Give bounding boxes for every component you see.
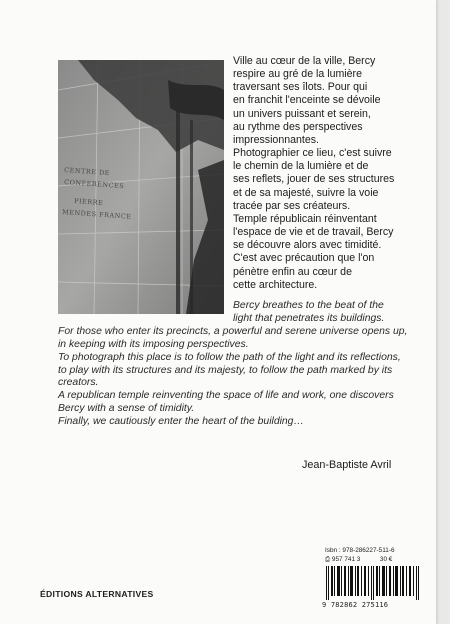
engraving-line: CONFERENCES <box>63 178 125 191</box>
french-line: traversant ses îlots. Pour qui <box>233 81 368 94</box>
english-line: A republican temple reinventing the space of life and work, one discovers <box>58 390 394 402</box>
engraving-line: PIERRE <box>73 197 104 208</box>
isbn-info <box>325 546 395 564</box>
french-line: respire au gré de la lumière <box>233 68 362 81</box>
english-line: For those who enter its precincts, a powerful and serene universe opens up, <box>58 325 408 337</box>
french-line: et de sa majesté, suivre la voie <box>233 186 379 199</box>
french-line: le chemin de la lumière et de <box>233 160 369 173</box>
french-line: l'espace de vie et de travail, Bercy <box>233 226 394 239</box>
english-line: To photograph this place is to follow the path of the light and its reflections, <box>58 351 401 363</box>
french-line: ses reflets, jouer de ses structures <box>233 173 395 186</box>
french-line: cette architecture. <box>233 278 318 291</box>
english-line: light that penetrates its buildings. <box>233 312 385 324</box>
product-code: 957 741 3 <box>331 556 361 563</box>
author-name: Jean-Baptiste Avril <box>302 459 392 471</box>
french-paragraph <box>233 55 423 292</box>
english-line: Bercy with a sense of timidity. <box>58 403 195 415</box>
french-line: Ville au cœur de la ville, Bercy <box>233 55 376 67</box>
printer-icon: ⎙ <box>325 556 331 563</box>
isbn-line: Isbn : 978-286227-511-6 <box>325 547 395 554</box>
french-line: Photographier ce lieu, c'est suivre <box>233 147 392 160</box>
french-line: en franchit l'enceinte se dévoile <box>233 94 381 107</box>
english-line: Finally, we cautiously enter the heart of the building… <box>58 416 304 428</box>
product-code-row <box>325 555 395 564</box>
cover-photo <box>58 60 224 314</box>
french-line: impressionnantes. <box>233 133 319 146</box>
french-line: C'est avec précaution que l'on <box>233 252 375 265</box>
english-paragraph <box>58 300 430 429</box>
publisher-logo-text: ÉDITIONS ALTERNATIVES <box>40 589 154 599</box>
english-line: creators. <box>58 377 99 389</box>
engraving-line: MENDES FRANCE <box>61 208 132 221</box>
english-line: in keeping with its imposing perspectives. <box>58 338 249 350</box>
french-line: un univers puissant et serein, <box>233 107 371 120</box>
photo-shadow-illustration <box>58 60 224 314</box>
barcode-icon <box>324 566 424 600</box>
price: 30 € <box>379 556 393 563</box>
french-line: Temple républicain réinventant <box>233 212 377 225</box>
engraving-line: CENTRE DE <box>63 166 111 178</box>
english-line: to play with its structures and its majesty, to follow the path marked by its <box>58 364 393 376</box>
barcode-number: 9 782862 275116 <box>322 601 389 609</box>
french-line: tracée par ses créateurs. <box>233 199 351 212</box>
english-line: Bercy breathes to the beat of the <box>233 300 384 311</box>
french-line: pénètre enfin au cœur de <box>233 265 352 278</box>
french-line: se découvre alors avec timidité. <box>233 239 382 252</box>
french-line: au rythme des perspectives <box>233 120 363 133</box>
